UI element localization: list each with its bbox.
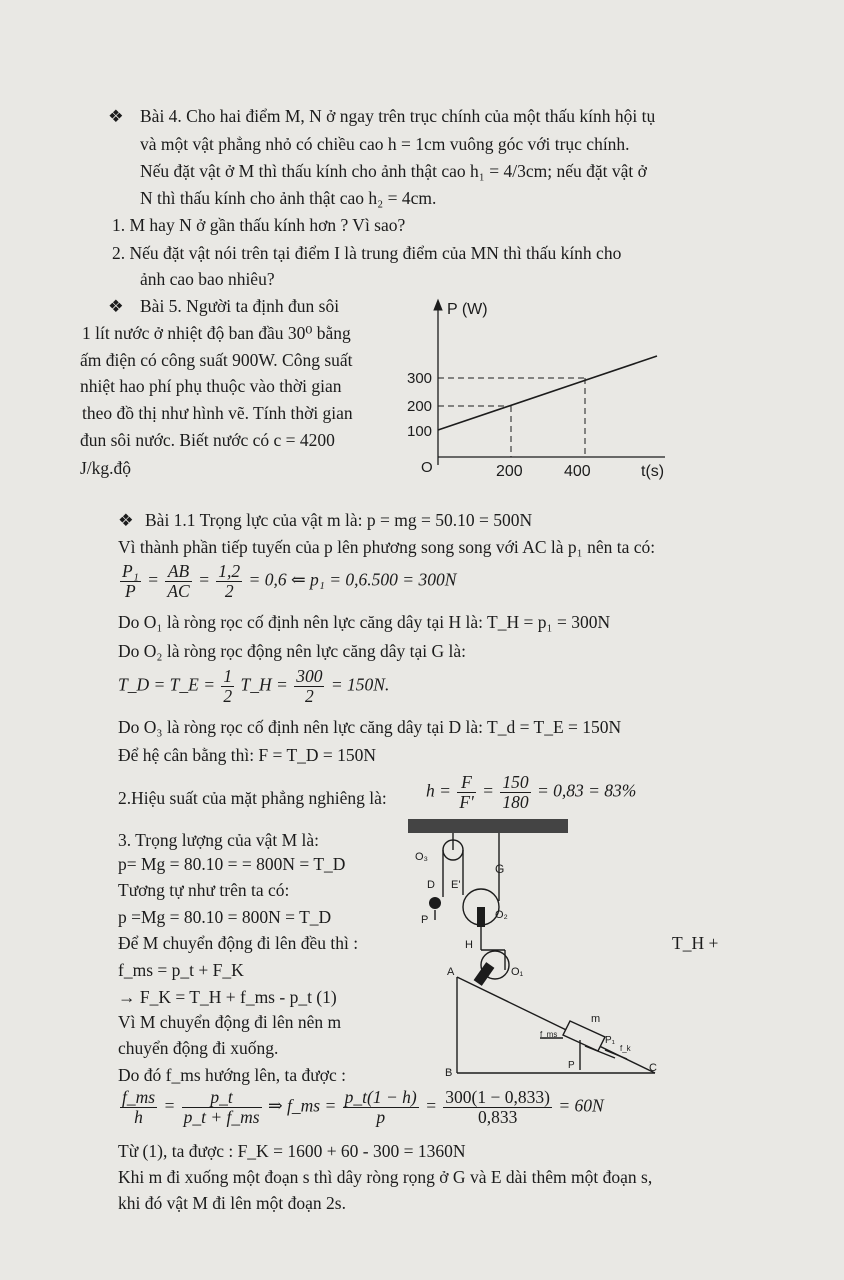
eq1-p1: P₁ [122, 561, 139, 581]
sol-line17: Do đó f_ms hướng lên, ta được : [118, 1065, 347, 1085]
bai4-bullet: ❖ [108, 106, 124, 126]
sol-line1: Bài 1.1 Trọng lực của vật m là: p = mg = 50.10 = 500N [145, 510, 533, 530]
graph-origin: O [421, 459, 433, 476]
sol-line15: Vì M chuyển động đi lên nên m [118, 1012, 342, 1032]
eq2-th: T_H = [240, 674, 288, 695]
bai4-line3: Nếu đặt vật ở M thì thấu kính cho ảnh thật cao h₁ = 4/3cm; nếu đặt vật ở [140, 161, 647, 181]
eq2-300: 300 [296, 666, 323, 686]
sol-line11: p =Mg = 80.10 = 800N = T_D [118, 907, 332, 927]
sol-line6: Để hệ cân bằng thì: F = T_D = 150N [118, 745, 377, 765]
eq3-F2: F' [459, 792, 474, 812]
eq4-num3: 300(1 − 0,833) [445, 1087, 550, 1107]
o1-mount [474, 962, 495, 986]
eq3-F: F [457, 773, 475, 793]
bai4-question1: 1. M hay N ở gần thấu kính hơn ? Vì sao? [112, 215, 406, 235]
label-o3: O₃ [415, 851, 429, 863]
eq1-rest: = 0,6 ⇐ p₁ = 0,6.500 = 300N [248, 569, 457, 590]
sol-line19: Khi m đi xuống một đoạn s thì dây ròng rọng ở G và E dài thêm một đoạn s, [118, 1167, 653, 1187]
sol-line8: 3. Trọng lượng của vật M là: [118, 830, 320, 850]
bai5-line6: đun sôi nước. Biết nước có c = 4200 [80, 430, 335, 450]
label-m: m [591, 1013, 601, 1025]
sol-line12b: T_H + [672, 933, 719, 953]
block-m [563, 1021, 605, 1051]
tick-t400: 400 [564, 463, 591, 480]
eq1-2: 2 [224, 581, 234, 601]
y-axis-arrow-icon [434, 300, 442, 310]
bai4-line2: và một vật phẳng nhỏ có chiều cao h = 1cm vuông góc với trục chính. [140, 134, 630, 154]
bai4-question2-cont: ảnh cao bao nhiêu? [140, 269, 275, 289]
power-line [438, 356, 657, 430]
bai5-line3: ấm điện có công suất 900W. Công suất [80, 350, 353, 370]
eq3-180: 180 [502, 792, 529, 812]
eq3-res: = 0,83 = 83% [536, 780, 637, 801]
bai5-bullet: ❖ [108, 296, 124, 316]
eq1-p: P [125, 581, 136, 601]
sol-line13: f_ms = p_t + F_K [118, 960, 244, 980]
label-o2: O₂ [495, 909, 508, 921]
sol-bullet: ❖ [118, 510, 134, 530]
eq2-den: 2 [304, 686, 314, 706]
eq4-h: h [134, 1107, 143, 1127]
eq2-one: 1 [223, 666, 233, 686]
sol-line14: → F_K = T_H + f_ms - p_t (1) [118, 987, 337, 1007]
bai5-line5: theo đồ thị như hình vẽ. Tính thời gian [82, 403, 353, 423]
eq3-150: 150 [502, 772, 529, 792]
eq4-den: p_t + f_ms [183, 1107, 260, 1127]
tick-100: 100 [407, 423, 433, 440]
label-p2: P [568, 1060, 575, 1071]
equation-tension [118, 667, 389, 706]
label-o1: O₁ [511, 966, 524, 978]
weight-ball [429, 897, 441, 909]
sol-line9: p= Mg = 80.10 = = 800N = T_D [118, 854, 346, 874]
eq2-res: = 150N. [330, 674, 390, 695]
tick-300: 300 [407, 370, 433, 387]
eq4-p: p [376, 1107, 386, 1127]
eq4-fms: f_ms [122, 1087, 156, 1107]
sol-line3: Do O₁ là ròng rọc cố định nên lực căng dây tại H là: T_H = p₁ = 300N [118, 612, 611, 632]
eq2-two: 2 [223, 686, 233, 706]
label-fk: f_k [620, 1044, 631, 1053]
sol-line7: 2.Hiệu suất của mặt phẳng nghiêng là: [118, 788, 387, 808]
sol-line20: khi đó vật M đi lên một đoạn 2s. [118, 1193, 346, 1213]
eq4-pt: p_t [182, 1088, 262, 1108]
label-h: H [465, 939, 473, 951]
eq4-mid: ⇒ f_ms = [267, 1095, 337, 1116]
label-p1: P₁ [605, 1035, 616, 1046]
equation-friction: $\frac{f\_ms}{h}$ = $\frac{p\_t}{p\_t + f\_ms}$ ⇒ f_ms = $\frac{p\_t(1 - h)}{p}$ = $\frac{300(1 - 0,833)}{0,833}$ = 60N [122, 1087, 604, 1127]
label-p: P [421, 914, 429, 926]
label-d: D [427, 879, 435, 891]
sol-line18: Từ (1), ta được : F_K = 1600 + 60 - 300 = 1360N [118, 1141, 466, 1161]
eq3-h: h = [426, 780, 451, 801]
label-a: A [447, 966, 455, 978]
sol-line10: Tương tự như trên ta có: [118, 880, 290, 900]
sol-line12: Để M chuyển động đi lên đều thì : [118, 933, 359, 953]
label-b: B [445, 1067, 453, 1079]
label-c: C [649, 1062, 657, 1074]
graph-x-label: t(s) [641, 463, 665, 480]
sol-line4: Do O₂ là ròng rọc động nên lực căng dây tại G là: [118, 641, 466, 661]
equation-ratio: $\frac{\text{P₁}}{P}$ = $\frac{AB}{AC}$ = $\frac{1,2}{2}$ = 0,6 ⇐ p₁ = 0,6.500 = 300N [122, 561, 457, 601]
pulley-diagram [405, 815, 675, 1085]
bai5-line4: nhiệt hao phí phụ thuộc vào thời gian [80, 376, 342, 396]
equation-efficiency: h = $\frac{F}{F'}$ = $\frac{150}{180}$ = 0,83 = 83% [426, 772, 637, 812]
sol-line5: Do O₃ là ròng rọc cố định nên lực căng dây tại D là: T_d = T_E = 150N [118, 717, 622, 737]
sol-line2: Vì thành phần tiếp tuyến của p lên phương song song với AC là p₁ nên ta có: [118, 537, 656, 557]
eq4-res: = 60N [558, 1095, 604, 1116]
eq2-left: T_D = T_E = [118, 674, 216, 695]
sol-line16: chuyển động đi xuống. [118, 1038, 279, 1058]
label-fms: f_ms [540, 1030, 558, 1039]
bai4-line1: Bài 4. Cho hai điểm M, N ở ngay trên trục chính của một thấu kính hội tụ [140, 106, 656, 126]
label-e: E' [451, 879, 461, 891]
label-g: G [495, 862, 505, 876]
bai5-line2: 1 lít nước ở nhiệt độ ban đầu 30⁰ bằng [82, 323, 351, 343]
ceiling [408, 819, 568, 833]
tick-t200: 200 [496, 463, 523, 480]
bai4-question2: 2. Nếu đặt vật nói trên tại điểm I là trung điểm của MN thì thấu kính cho [112, 243, 622, 263]
tick-200: 200 [407, 398, 433, 415]
bai4-line4: N thì thấu kính cho ảnh thật cao h₂ = 4cm. [140, 188, 437, 208]
eq1-12: 1,2 [218, 561, 241, 581]
o2-clamp [477, 907, 485, 927]
bai5-line1: Bài 5. Người ta định đun sôi [140, 296, 340, 316]
eq1-ab: AB [165, 562, 191, 582]
bai5-line7: J/kg.độ [80, 458, 132, 478]
eq1-ac: AC [167, 581, 190, 601]
power-time-graph [395, 290, 685, 490]
graph-y-label: P (W) [447, 301, 488, 318]
eq4-num2: p_t(1 − h) [344, 1087, 417, 1107]
eq4-den3: 0,833 [477, 1107, 518, 1127]
